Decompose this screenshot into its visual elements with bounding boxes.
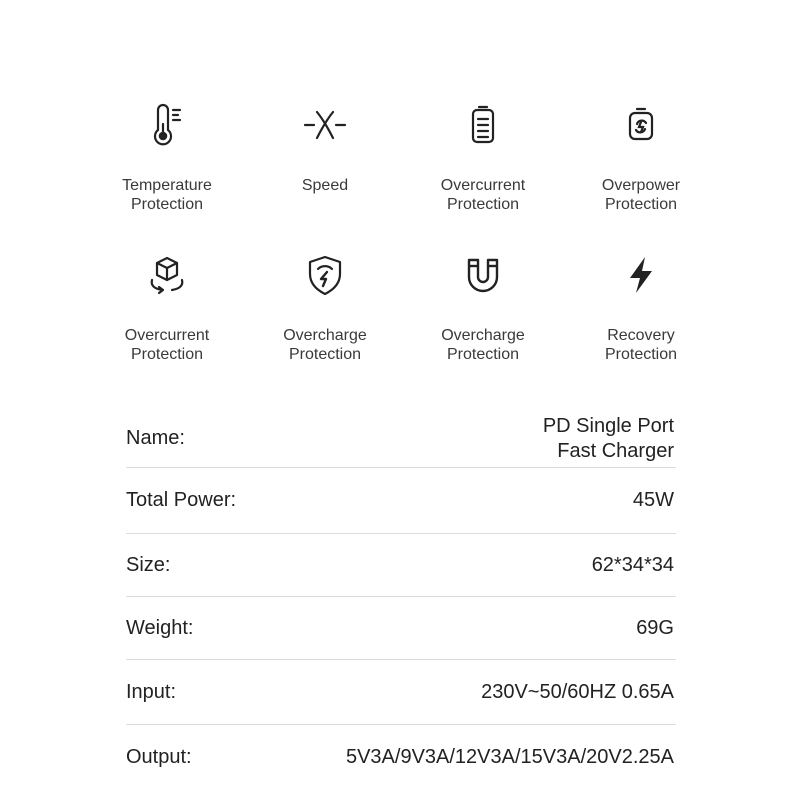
feature-label: Overcurrent Protection [440, 177, 526, 213]
spec-row-input [126, 660, 676, 725]
battery-icon [458, 100, 508, 150]
feature-battery [404, 100, 562, 216]
feature-label: Overpower Protection [601, 177, 681, 213]
spec-value: 5V3A/9V3A/12V3A/15V3A/20V2.25A [345, 745, 674, 768]
feature-magnet [404, 250, 562, 366]
spec-value: 62*34*34 [591, 553, 674, 576]
spec-key: Size: [126, 553, 171, 576]
feature-label: Recovery Protection [604, 327, 678, 363]
thermometer-icon [142, 100, 192, 150]
feature-label: Overcharge Protection [441, 327, 525, 363]
feature-overpower [562, 100, 720, 216]
spec-value: PD Single Port Fast Charger [542, 414, 674, 462]
spec-row-total-power [126, 468, 676, 534]
feature-label: Overcurrent Protection [124, 327, 210, 363]
spec-row-size [126, 534, 676, 597]
spec-key: Input: [126, 680, 177, 703]
spec-row-output [126, 725, 676, 789]
cycle-battery-icon [616, 100, 666, 150]
cube-rotate-icon [142, 250, 192, 300]
spec-key: Total Power: [126, 489, 237, 511]
feature-label: Temperature Protection [122, 177, 212, 213]
feature-cube [88, 250, 246, 366]
spec-value: 69G [636, 616, 674, 639]
spec-row-name [126, 410, 676, 468]
spec-value: 230V~50/60HZ 0.65A [481, 680, 674, 703]
speed-x-icon [300, 100, 350, 150]
feature-grid [88, 100, 720, 366]
feature-label: Speed [301, 177, 349, 194]
spec-key: Output: [126, 745, 192, 768]
magnet-icon [458, 250, 508, 300]
feature-speed [246, 100, 404, 216]
feature-label: Overcharge Protection [283, 327, 367, 363]
spec-key: Name: [126, 427, 185, 449]
spec-row-weight [126, 597, 676, 660]
spec-key: Weight: [126, 616, 194, 639]
feature-shield [246, 250, 404, 366]
spec-value: 45W [632, 489, 674, 511]
feature-temperature [88, 100, 246, 216]
lightning-icon [616, 250, 666, 300]
feature-recovery [562, 250, 720, 366]
shield-bolt-icon [300, 250, 350, 300]
spec-table [126, 410, 676, 789]
